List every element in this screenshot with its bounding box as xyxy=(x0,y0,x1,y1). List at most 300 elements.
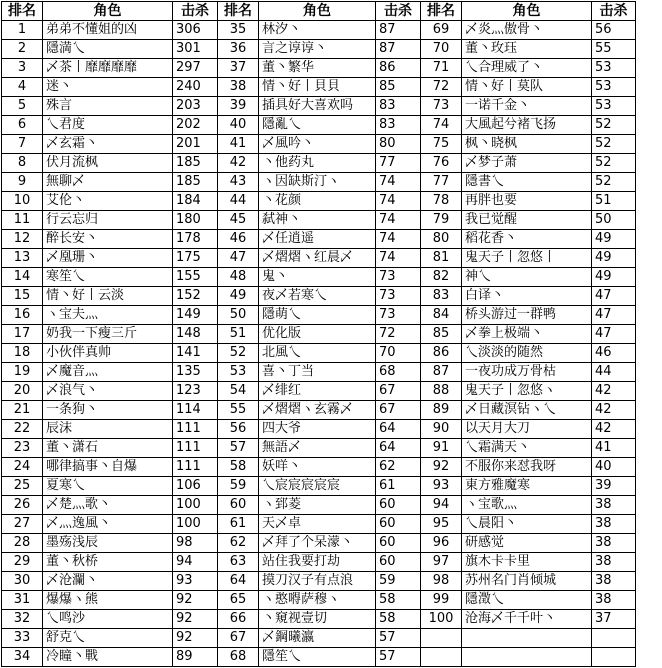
table-row xyxy=(2,572,636,591)
role-cell: 枫丶晓枫 xyxy=(462,135,592,154)
kills-cell: 178 xyxy=(173,230,218,249)
kills-cell: 52 xyxy=(592,173,636,192)
kills-cell: 50 xyxy=(592,211,636,230)
role-cell: 鬼丶 xyxy=(259,268,376,287)
kills-cell: 67 xyxy=(376,382,421,401)
kills-cell: 149 xyxy=(173,306,218,325)
rank-cell: 68 xyxy=(218,648,259,667)
table-row xyxy=(2,648,636,667)
kills-cell: 100 xyxy=(173,496,218,515)
role-cell: 以天月大刀 xyxy=(462,420,592,439)
role-cell: 情丶好丨貝貝 xyxy=(259,78,376,97)
kills-cell: 155 xyxy=(173,268,218,287)
role-cell: 乄茶丨靡靡靡靡 xyxy=(43,59,173,78)
role-cell: 白译丶 xyxy=(462,287,592,306)
role-cell: 董丶繁华 xyxy=(259,59,376,78)
role-cell: 稻花香丶 xyxy=(462,230,592,249)
rank-cell: 52 xyxy=(218,344,259,363)
kills-cell: 93 xyxy=(173,572,218,591)
kills-cell: 62 xyxy=(376,458,421,477)
rank-cell: 92 xyxy=(421,458,462,477)
role-cell: 行云忘归 xyxy=(43,211,173,230)
role-cell: 再胖也要 xyxy=(462,192,592,211)
role-cell: 辰沫 xyxy=(43,420,173,439)
role-cell: 乄風吟丶 xyxy=(259,135,376,154)
kills-cell: 83 xyxy=(376,116,421,135)
table-row xyxy=(2,230,636,249)
role-cell: 隱澂乀 xyxy=(462,591,592,610)
rank-cell: 71 xyxy=(421,59,462,78)
kills-cell: 53 xyxy=(592,78,636,97)
kills-cell: 39 xyxy=(592,477,636,496)
kills-cell: 135 xyxy=(173,363,218,382)
kills-cell: 38 xyxy=(592,591,636,610)
kills-cell: 201 xyxy=(173,135,218,154)
role-cell: 丶花颜 xyxy=(259,192,376,211)
rank-cell: 55 xyxy=(218,401,259,420)
kills-cell: 57 xyxy=(376,648,421,667)
rank-cell: 62 xyxy=(218,534,259,553)
rank-cell: 23 xyxy=(2,439,43,458)
kills-cell: 53 xyxy=(592,97,636,116)
rank-cell: 6 xyxy=(2,116,43,135)
kills-cell: 73 xyxy=(376,287,421,306)
kills-cell: 87 xyxy=(376,40,421,59)
rank-cell: 87 xyxy=(421,363,462,382)
kills-cell: 46 xyxy=(592,344,636,363)
rank-cell: 21 xyxy=(2,401,43,420)
role-cell: 乀合理威了丶 xyxy=(462,59,592,78)
rank-cell: 91 xyxy=(421,439,462,458)
kills-cell: 74 xyxy=(376,173,421,192)
role-cell: 隱満乀 xyxy=(43,40,173,59)
role-cell: ヽ宝歌灬 xyxy=(462,496,592,515)
kills-cell: 77 xyxy=(376,154,421,173)
role-cell: 桥头游过一群鸭 xyxy=(462,306,592,325)
rank-cell: 40 xyxy=(218,116,259,135)
role-cell: 伏月流枫 xyxy=(43,154,173,173)
rank-cell: 82 xyxy=(421,268,462,287)
role-cell: 殊言 xyxy=(43,97,173,116)
rank-cell: 100 xyxy=(421,610,462,629)
role-cell: 乀宸宸宸宸宸 xyxy=(259,477,376,496)
role-cell: ヽ憨嘚萨穆ヽ xyxy=(259,591,376,610)
role-cell: 乄梦子萧 xyxy=(462,154,592,173)
kills-cell: 106 xyxy=(173,477,218,496)
kills-cell: 98 xyxy=(173,534,218,553)
role-cell: 乄拳上极端丶 xyxy=(462,325,592,344)
rank-cell: 96 xyxy=(421,534,462,553)
role-cell: 小伙伴真帅 xyxy=(43,344,173,363)
kills-cell: 38 xyxy=(592,572,636,591)
kills-cell: 38 xyxy=(592,515,636,534)
role-cell: 乄拜了个呆濛丶 xyxy=(259,534,376,553)
table-row xyxy=(2,458,636,477)
rank-cell: 37 xyxy=(218,59,259,78)
rank-cell: 45 xyxy=(218,211,259,230)
role-cell: 隱書乀 xyxy=(462,173,592,192)
kills-cell: 38 xyxy=(592,496,636,515)
role-cell: 乄任逍遥 xyxy=(259,230,376,249)
kills-cell: 92 xyxy=(173,629,218,648)
role-cell: 北風乀 xyxy=(259,344,376,363)
role-cell: 乀鸣沙 xyxy=(43,610,173,629)
rank-cell: 44 xyxy=(218,192,259,211)
rank-cell: 64 xyxy=(218,572,259,591)
rank-cell: 66 xyxy=(218,610,259,629)
rank-cell: 58 xyxy=(218,458,259,477)
rank-cell: 41 xyxy=(218,135,259,154)
role-cell: 情丶好丨莫队 xyxy=(462,78,592,97)
kills-cell: 111 xyxy=(173,439,218,458)
table-row xyxy=(2,135,636,154)
rank-cell: 76 xyxy=(421,154,462,173)
kills-cell: 87 xyxy=(376,21,421,40)
kills-cell: 184 xyxy=(173,192,218,211)
role-cell: 妖咩丶 xyxy=(259,458,376,477)
header-row xyxy=(2,2,636,21)
table-row xyxy=(2,78,636,97)
kills-cell: 47 xyxy=(592,325,636,344)
header-rank: 排名 xyxy=(2,2,43,21)
kills-cell: 202 xyxy=(173,116,218,135)
rank-cell xyxy=(421,648,462,667)
rank-cell: 30 xyxy=(2,572,43,591)
kills-cell: 58 xyxy=(376,610,421,629)
table-row xyxy=(2,59,636,78)
role-cell: 林汐丶 xyxy=(259,21,376,40)
rank-cell: 48 xyxy=(218,268,259,287)
kills-cell: 47 xyxy=(592,287,636,306)
rank-cell: 2 xyxy=(2,40,43,59)
header-role: 角色 xyxy=(43,2,173,21)
kills-cell: 42 xyxy=(592,382,636,401)
table-row xyxy=(2,477,636,496)
role-cell: 艾伦丶 xyxy=(43,192,173,211)
table-row xyxy=(2,116,636,135)
rank-cell: 34 xyxy=(2,648,43,667)
table-row xyxy=(2,382,636,401)
kills-cell: 41 xyxy=(592,439,636,458)
kills-cell: 85 xyxy=(376,78,421,97)
rank-cell: 73 xyxy=(421,97,462,116)
rank-cell: 84 xyxy=(421,306,462,325)
role-cell: 喜丶丁当 xyxy=(259,363,376,382)
rank-cell: 1 xyxy=(2,21,43,40)
kills-cell: 152 xyxy=(173,287,218,306)
kills-cell: 180 xyxy=(173,211,218,230)
rank-cell: 72 xyxy=(421,78,462,97)
kills-cell: 42 xyxy=(592,401,636,420)
rank-cell: 59 xyxy=(218,477,259,496)
role-cell: 沧海乄千千叶丶 xyxy=(462,610,592,629)
rank-cell: 53 xyxy=(218,363,259,382)
role-cell: 哪律搞事丶自爆 xyxy=(43,458,173,477)
kills-cell: 60 xyxy=(376,553,421,572)
role-cell: 爆爆ヽ熊 xyxy=(43,591,173,610)
kills-cell: 74 xyxy=(376,211,421,230)
header-rank: 排名 xyxy=(421,2,462,21)
role-cell: 站住我要打劫 xyxy=(259,553,376,572)
role-cell: 插具好大喜欢吗 xyxy=(259,97,376,116)
rank-cell: 78 xyxy=(421,192,462,211)
kills-cell: 49 xyxy=(592,230,636,249)
rank-cell: 8 xyxy=(2,154,43,173)
header-role: 角色 xyxy=(259,2,376,21)
role-cell: ヽ郅菱 xyxy=(259,496,376,515)
role-cell: 無聊乄 xyxy=(43,173,173,192)
rank-cell: 22 xyxy=(2,420,43,439)
rank-cell: 13 xyxy=(2,249,43,268)
kills-cell: 44 xyxy=(592,363,636,382)
role-cell: 乄熠熠ヽ玄霧乄 xyxy=(259,401,376,420)
role-cell: 舒克乀 xyxy=(43,629,173,648)
role-cell: 鬼天子丨忽悠丨 xyxy=(462,249,592,268)
role-cell: 旗木卡卡里 xyxy=(462,553,592,572)
role-cell: 情丶好丨云淡 xyxy=(43,287,173,306)
rank-cell: 14 xyxy=(2,268,43,287)
rank-cell: 9 xyxy=(2,173,43,192)
table-row xyxy=(2,325,636,344)
rank-cell: 39 xyxy=(218,97,259,116)
rank-cell: 27 xyxy=(2,515,43,534)
rank-cell: 26 xyxy=(2,496,43,515)
rank-cell: 57 xyxy=(218,439,259,458)
table-row xyxy=(2,40,636,59)
rank-cell: 75 xyxy=(421,135,462,154)
role-cell: 乄玄霜丶 xyxy=(43,135,173,154)
kills-cell: 297 xyxy=(173,59,218,78)
rank-cell: 42 xyxy=(218,154,259,173)
rank-cell: 24 xyxy=(2,458,43,477)
role-cell: 乄沧瀾丶 xyxy=(43,572,173,591)
role-cell: 乄魔音灬 xyxy=(43,363,173,382)
role-cell: 不服你来怼我呀 xyxy=(462,458,592,477)
kills-cell: 301 xyxy=(173,40,218,59)
kills-cell: 203 xyxy=(173,97,218,116)
kills-cell: 111 xyxy=(173,458,218,477)
header-role: 角色 xyxy=(462,2,592,21)
table-row xyxy=(2,496,636,515)
kills-cell: 89 xyxy=(173,648,218,667)
rank-cell: 31 xyxy=(2,591,43,610)
role-cell: 墨殇浅辰 xyxy=(43,534,173,553)
role-cell: 研感觉 xyxy=(462,534,592,553)
rank-cell: 25 xyxy=(2,477,43,496)
kills-cell: 52 xyxy=(592,135,636,154)
kills-cell xyxy=(592,648,636,667)
kills-cell: 80 xyxy=(376,135,421,154)
kills-cell: 60 xyxy=(376,534,421,553)
role-cell xyxy=(462,648,592,667)
kills-cell: 49 xyxy=(592,249,636,268)
table-row xyxy=(2,154,636,173)
kills-cell: 74 xyxy=(376,192,421,211)
role-cell: 夜乄若寒乀 xyxy=(259,287,376,306)
kills-cell: 42 xyxy=(592,420,636,439)
kills-cell: 60 xyxy=(376,496,421,515)
kills-cell: 185 xyxy=(173,154,218,173)
rank-cell: 33 xyxy=(2,629,43,648)
role-cell: ヽ宝夫灬 xyxy=(43,306,173,325)
header-rank: 排名 xyxy=(218,2,259,21)
kills-cell: 52 xyxy=(592,154,636,173)
kills-cell: 70 xyxy=(376,344,421,363)
kills-cell: 38 xyxy=(592,534,636,553)
kills-cell: 40 xyxy=(592,458,636,477)
rank-cell: 15 xyxy=(2,287,43,306)
rank-cell: 83 xyxy=(421,287,462,306)
rank-cell: 81 xyxy=(421,249,462,268)
kills-cell: 111 xyxy=(173,420,218,439)
rank-cell: 16 xyxy=(2,306,43,325)
kills-cell: 60 xyxy=(376,515,421,534)
kills-cell: 52 xyxy=(592,116,636,135)
role-cell: 一夜功成万骨枯 xyxy=(462,363,592,382)
role-cell: 迷丶 xyxy=(43,78,173,97)
rank-cell: 56 xyxy=(218,420,259,439)
role-cell: 隱笙乀 xyxy=(259,648,376,667)
role-cell: 乄炎灬傲骨丶 xyxy=(462,21,592,40)
role-cell: 乄凰珊丶 xyxy=(43,249,173,268)
role-cell: 四大爷 xyxy=(259,420,376,439)
table-row xyxy=(2,401,636,420)
rank-cell: 80 xyxy=(421,230,462,249)
header-kills: 击杀 xyxy=(173,2,218,21)
role-cell: 乄熠熠ヽ红晨乄 xyxy=(259,249,376,268)
rank-cell: 20 xyxy=(2,382,43,401)
kills-cell: 92 xyxy=(173,610,218,629)
rank-cell: 29 xyxy=(2,553,43,572)
rank-cell: 46 xyxy=(218,230,259,249)
rank-cell: 35 xyxy=(218,21,259,40)
kills-cell: 83 xyxy=(376,97,421,116)
role-cell: 乀霜满天丶 xyxy=(462,439,592,458)
rank-cell: 32 xyxy=(2,610,43,629)
rank-cell: 19 xyxy=(2,363,43,382)
role-cell: 隱亂乀 xyxy=(259,116,376,135)
table-row xyxy=(2,629,636,648)
rank-cell: 94 xyxy=(421,496,462,515)
rank-cell: 63 xyxy=(218,553,259,572)
role-cell: 董丶玫珏 xyxy=(462,40,592,59)
rank-cell: 5 xyxy=(2,97,43,116)
role-cell: 乄鋼曦瀛 xyxy=(259,629,376,648)
role-cell: 隱萌乀 xyxy=(259,306,376,325)
rank-cell: 77 xyxy=(421,173,462,192)
rank-cell: 86 xyxy=(421,344,462,363)
kills-cell: 148 xyxy=(173,325,218,344)
kills-cell: 306 xyxy=(173,21,218,40)
rank-cell: 43 xyxy=(218,173,259,192)
kills-cell: 123 xyxy=(173,382,218,401)
table-row xyxy=(2,268,636,287)
rank-cell xyxy=(421,629,462,648)
rank-cell: 60 xyxy=(218,496,259,515)
role-cell: 乄浪气丶 xyxy=(43,382,173,401)
table-row xyxy=(2,97,636,116)
rank-cell: 3 xyxy=(2,59,43,78)
rank-cell: 51 xyxy=(218,325,259,344)
role-cell: 乄灬逸風丶 xyxy=(43,515,173,534)
kills-cell: 37 xyxy=(592,610,636,629)
role-cell: 一诺千金丶 xyxy=(462,97,592,116)
role-cell: 弑神丶 xyxy=(259,211,376,230)
rank-cell: 10 xyxy=(2,192,43,211)
role-cell: 乀君度 xyxy=(43,116,173,135)
table-row xyxy=(2,173,636,192)
rank-cell: 4 xyxy=(2,78,43,97)
role-cell: 乄日藏溟钻ヽ乀 xyxy=(462,401,592,420)
role-cell: 丶他药丸 xyxy=(259,154,376,173)
rank-cell: 67 xyxy=(218,629,259,648)
rank-cell: 36 xyxy=(218,40,259,59)
ranking-table xyxy=(1,1,636,667)
table-row xyxy=(2,363,636,382)
kills-cell: 86 xyxy=(376,59,421,78)
role-cell xyxy=(462,629,592,648)
rank-cell: 98 xyxy=(421,572,462,591)
table-row xyxy=(2,610,636,629)
rank-cell: 12 xyxy=(2,230,43,249)
kills-cell: 74 xyxy=(376,230,421,249)
table-row xyxy=(2,287,636,306)
rank-cell: 69 xyxy=(421,21,462,40)
kills-cell: 72 xyxy=(376,325,421,344)
role-cell: ヽ因缺斯汀ヽ xyxy=(259,173,376,192)
kills-cell: 100 xyxy=(173,515,218,534)
rank-cell: 7 xyxy=(2,135,43,154)
role-cell: 摸刀汉子有点浪 xyxy=(259,572,376,591)
kills-cell: 114 xyxy=(173,401,218,420)
kills-cell: 53 xyxy=(592,59,636,78)
kills-cell: 57 xyxy=(376,629,421,648)
role-cell: 乄绯红 xyxy=(259,382,376,401)
kills-cell: 55 xyxy=(592,40,636,59)
rank-cell: 79 xyxy=(421,211,462,230)
role-cell: 鬼天子丨忽悠ヽ xyxy=(462,382,592,401)
rank-cell: 50 xyxy=(218,306,259,325)
rank-cell: 97 xyxy=(421,553,462,572)
rank-cell: 99 xyxy=(421,591,462,610)
role-cell: 乄楚灬歌丶 xyxy=(43,496,173,515)
table-row xyxy=(2,211,636,230)
role-cell: 丶窺视壹切 xyxy=(259,610,376,629)
rank-cell: 70 xyxy=(421,40,462,59)
kills-cell: 64 xyxy=(376,420,421,439)
role-cell: 天乄卓 xyxy=(259,515,376,534)
kills-cell: 64 xyxy=(376,439,421,458)
role-cell: 夏寒乀 xyxy=(43,477,173,496)
kills-cell: 58 xyxy=(376,591,421,610)
role-cell: 冷瞳丶戰 xyxy=(43,648,173,667)
table-row xyxy=(2,21,636,40)
role-cell: 奶我一下瘦三斤 xyxy=(43,325,173,344)
kills-cell: 92 xyxy=(173,591,218,610)
role-cell: 我已觉醒 xyxy=(462,211,592,230)
table-row xyxy=(2,591,636,610)
kills-cell: 51 xyxy=(592,192,636,211)
kills-cell: 240 xyxy=(173,78,218,97)
table-row xyxy=(2,439,636,458)
table-row xyxy=(2,249,636,268)
table-row xyxy=(2,306,636,325)
role-cell: 苏州名门肖倾城 xyxy=(462,572,592,591)
rank-cell: 89 xyxy=(421,401,462,420)
role-cell: 大風起兮褚飞扬 xyxy=(462,116,592,135)
table-row xyxy=(2,344,636,363)
kills-cell: 49 xyxy=(592,268,636,287)
